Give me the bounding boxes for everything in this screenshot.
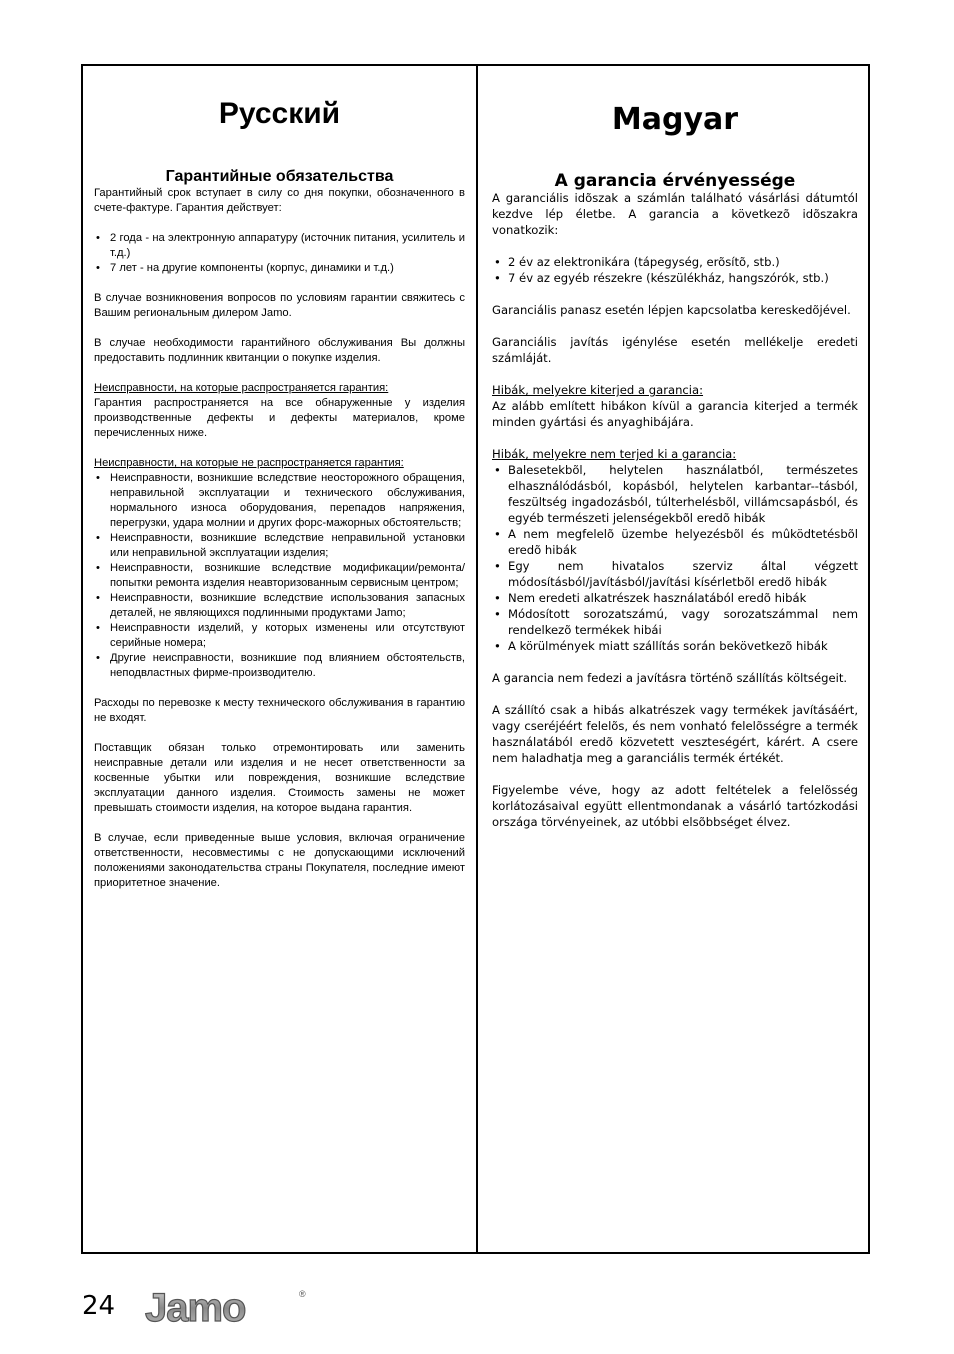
list-item: • 2 года - на электронную аппаратуру (источник питания, усилитель и т.д.) — [94, 231, 465, 261]
legal-priority-ru: В случае, если приведенные выше условия, включая ограничение ответственности, несовместимы с не допускающими исключений положениями законодательства страны Покупателя, последние имеют приоритетное значение. — [94, 832, 465, 889]
liability-ru: Поставщик обязан только отремонтировать или заменить неисправные детали или изделия и не несет ответственности за косвенные убытки или повреждения, возникшие вследствие эксплуатации данного изделия. Стоимость замены не может превышать стоимости изделия, на которое выдана гарантия. — [94, 742, 465, 814]
warranty-periods-hu — [492, 254, 858, 286]
contact-dealer-hu: Garanciális panasz esetén lépjen kapcsolatba kereskedõjével. — [492, 303, 851, 317]
contact-dealer-ru: В случае возникновения вопросов по условиям гарантии свяжитесь с Вашим региональным дилером Jamo. — [94, 292, 465, 319]
covered-defects-hu — [492, 382, 858, 430]
not-covered-list-ru — [94, 471, 465, 681]
transport-costs-ru: Расходы по перевозке к месту технического обслуживания в гарантию не входят. — [94, 697, 465, 724]
list-item: • Другие неисправности, возникшие под влиянием обстоятельств, неподвластных фирме-производителю. — [94, 651, 465, 681]
warranty-title-ru: Гарантийные обязательства — [165, 168, 394, 185]
list-item: • Неисправности, возникшие вследствие неосторожного обращения, неправильной эксплуатации и технического обслуживания, нормального износа оборудования, перепадов напряжения, перегрузки, удара молнии и других форс-мажорных обстоятельств; — [94, 471, 465, 531]
jamo-logo — [143, 1287, 308, 1329]
page-number: 24 — [82, 1291, 116, 1321]
covered-heading-ru: Неисправности, на которые распространяется гарантия: — [94, 382, 389, 394]
list-item: • Módosított sorozatszámú, vagy sorozatszámmal nem rendelkezõ termékek hibái — [492, 606, 858, 638]
covered-text-hu: Az alább említett hibákon kívül a garancia kiterjed a termék minden gyártási és anyaghibájára. — [492, 399, 858, 429]
list-item: • Egy nem hivatalos szerviz által végzett módosításból/javításból/javítási kísérletbõl eredõ hibák — [492, 558, 858, 590]
receipt-requirement-hu: Garanciális javítás igénylése esetén mellékelje eredeti számláját. — [492, 335, 858, 365]
list-item: • 7 лет - на другие компоненты (корпус, динамики и т.д.) — [94, 261, 465, 276]
list-item: • Balesetekbõl, helytelen használatból, természetes elhasználódásból, kopásból, helytelen karbantar--tásból, feszültség ingadozásból, túlterhelésbõl, villámcsapásból, és egyéb természeti jelenségekbõl eredõ hibák — [492, 462, 858, 526]
list-item: • Неисправности, возникшие вследствие модификации/ремонта/попытки ремонта изделия неавторизованным сервисным центром; — [94, 561, 465, 591]
covered-defects-ru — [94, 381, 465, 441]
list-item: • Неисправности, возникшие вследствие неправильной установки или неправильной эксплуатации изделия; — [94, 531, 465, 561]
list-item: • A körülmények miatt szállítás során bekövetkezõ hibák — [492, 638, 858, 654]
not-covered-heading-hu: Hibák, melyekre nem terjed ki a garancia: — [492, 447, 737, 461]
warranty-periods-ru — [94, 231, 465, 276]
list-item: • Неисправности, возникшие вследствие использования запасных деталей, не являющихся подлинными продуктами Jamo; — [94, 591, 465, 621]
list-item: • Nem eredeti alkatrészek használatából eredõ hibák — [492, 590, 858, 606]
list-item: • 2 év az elektronikára (tápegység, erõsítõ, stb.) — [492, 254, 858, 270]
list-item: • Неисправности изделий, у которых изменены или отсутствуют серийные номера; — [94, 621, 465, 651]
language-heading-ru: Русский — [218, 97, 341, 130]
legal-priority-hu: Figyelembe véve, hogy az adott feltételek a felelõsség korlátozásaival együtt ellentmondanak a vásárló tartózkodási országa törvényeinek, az utóbbi elsõbbséget élvez. — [492, 783, 858, 829]
covered-text-ru: Гарантия распространяется на все обнаруженные у изделия производственные дефекты и дефекты материалов, кроме перечисленных ниже. — [94, 397, 465, 439]
receipt-requirement-ru: В случае необходимости гарантийного обслуживания Вы должны предоставить подлинник квитанции о покупке изделия. — [94, 337, 465, 364]
warranty-intro-hu: A garanciális idõszak a számlán található vásárlási dátumtól kezdve lép életbe. A garancia a következõ idõszakra vonatkozik: — [492, 191, 858, 237]
list-item: • 7 év az egyéb részekre (készülékház, hangszórók, stb.) — [492, 270, 858, 286]
registered-mark: ® — [299, 1289, 306, 1299]
list-item: • A nem megfelelõ üzembe helyezésbõl és mûködtetésbõl eredõ hibák — [492, 526, 858, 558]
liability-hu: A szállító csak a hibás alkatrészek vagy termékek javításáért, vagy cseréjéért felelõs, és nem vonható felelõsségre a termék használatából eredõ közvetett veszteségért, kárért. A csere nem haladhatja meg a garanciális termék értékét. — [492, 703, 858, 765]
covered-heading-hu: Hibák, melyekre kiterjed a garancia: — [492, 383, 704, 397]
warranty-intro-ru: Гарантийный срок вступает в силу со дня покупки, обозначенного в счете-фактуре. Гарантия действует: — [94, 187, 465, 214]
russian-column — [83, 66, 476, 906]
warranty-title-hu: A garancia érvényessége — [554, 171, 796, 191]
not-covered-list-hu — [492, 462, 858, 654]
transport-costs-hu: A garancia nem fedezi a javításra történõ szállítás költségeit. — [492, 671, 848, 685]
language-heading-hu: Magyar — [611, 102, 739, 137]
not-covered-heading-ru: Неисправности, на которые не распространяется гарантия: — [94, 457, 404, 469]
hungarian-column — [478, 66, 868, 846]
logo-wordmark: Jamo — [145, 1287, 246, 1329]
